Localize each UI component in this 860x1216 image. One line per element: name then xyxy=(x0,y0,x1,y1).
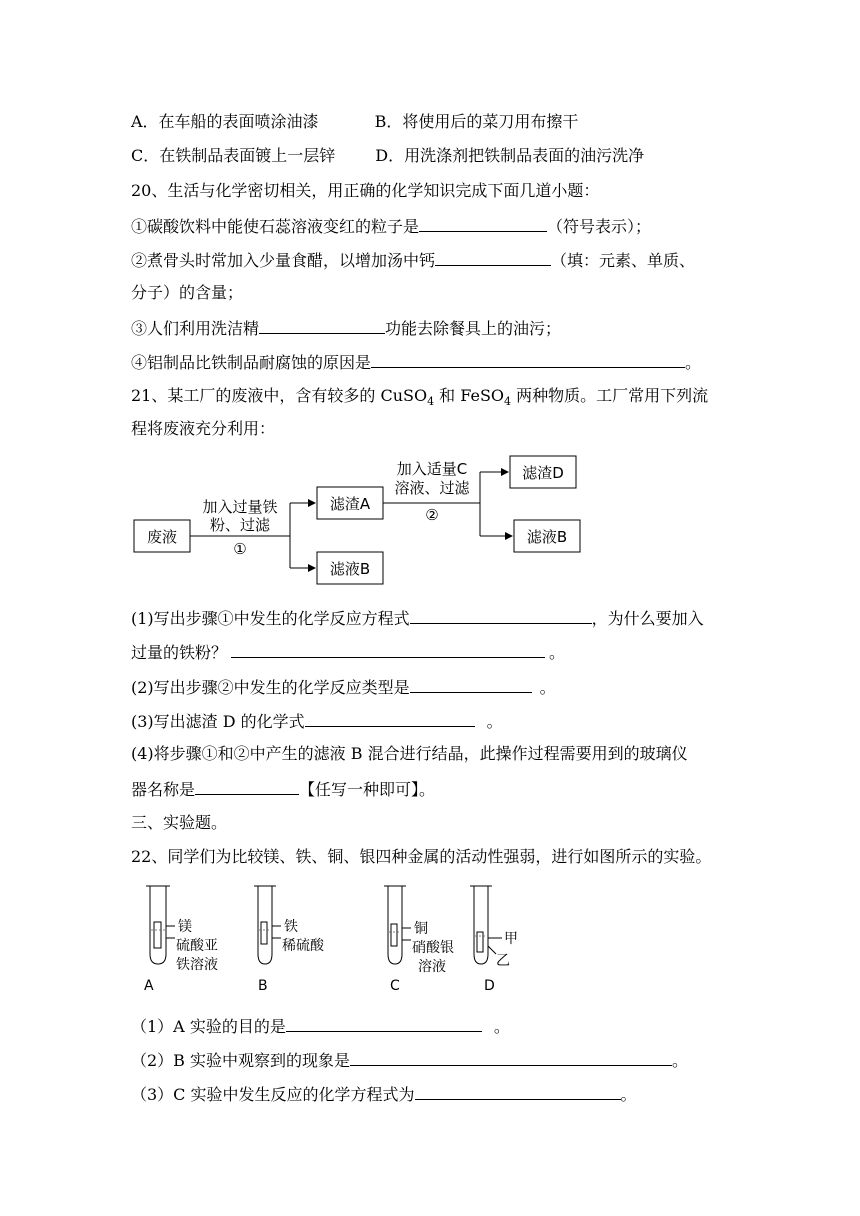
answer-blank[interactable] xyxy=(195,778,299,795)
metal-strip-a xyxy=(154,922,161,948)
answer-blank[interactable] xyxy=(371,351,685,368)
q22-part2: （2）B 实验中观察到的现象是 。 xyxy=(131,1051,689,1070)
metal-strip-b xyxy=(261,922,267,944)
option-a-line xyxy=(131,112,578,132)
answer-blank[interactable] xyxy=(305,710,475,727)
option-b: B．将使用后的菜刀用布擦干 xyxy=(374,112,579,131)
metal-strip-c xyxy=(391,924,397,946)
answer-blank[interactable] xyxy=(410,607,592,624)
answer-blank[interactable] xyxy=(410,676,532,693)
tube-b-metal: 铁 xyxy=(284,919,298,935)
option-c: C．在铁制品表面镀上一层锌 xyxy=(131,146,336,165)
test-tubes-figure xyxy=(138,880,538,998)
q20-item1: ①碳酸饮料中能使石蕊溶液变红的粒子是 （符号表示）； xyxy=(131,217,652,236)
tube-b-solution: 稀硫酸 xyxy=(282,938,324,954)
tube-a-letter: A xyxy=(144,978,154,994)
waste-label: 废液 xyxy=(146,528,178,546)
option-a: A．在车船的表面喷涂油漆 xyxy=(131,112,319,131)
tube-c-metal: 铜 xyxy=(414,921,428,937)
answer-blank[interactable] xyxy=(231,641,545,658)
metal-strip-d xyxy=(477,932,483,952)
filtrate-b-right-label: 滤液B xyxy=(526,528,568,546)
option-c-line xyxy=(131,146,644,166)
tube-a-solution-1: 硫酸亚 xyxy=(176,938,218,954)
q20-item4: ④铝制品比铁制品耐腐蚀的原因是 。 xyxy=(131,353,702,372)
q21-part1-cont: 过量的铁粉？ 。 xyxy=(131,643,566,662)
residue-d-label: 滤渣D xyxy=(522,464,564,482)
q22-stem: 22、同学们为比较镁、铁、铜、银四种金属的活动性强弱，进行如图所示的实验。 xyxy=(131,847,712,866)
answer-blank[interactable] xyxy=(350,1049,672,1066)
section-heading: 三、实验题。 xyxy=(131,813,228,832)
tube-c-solution-1: 硝酸银 xyxy=(412,940,454,956)
q20-item3: ③人们利用洗洁精 功能去除餐具上的油污； xyxy=(131,319,562,338)
step2-label-line1: 加入适量C xyxy=(396,460,468,478)
q20-stem: 20、生活与化学密切相关，用正确的化学知识完成下面几道小题： xyxy=(131,181,600,200)
q22-part3: （3）C 实验中发生反应的化学方程式为 。 xyxy=(131,1085,637,1104)
tube-a-solution-2: 铁溶液 xyxy=(176,957,218,973)
q21-part4: (4)将步骤①和②中产生的滤液 B 混合进行结晶，此操作过程需要用到的玻璃仪 xyxy=(131,744,688,763)
tube-d-label-yi: 乙 xyxy=(496,953,510,969)
q20-item2-cont: 分子）的含量； xyxy=(131,283,244,302)
answer-blank[interactable] xyxy=(259,317,385,334)
tube-c xyxy=(388,886,402,964)
answer-blank[interactable] xyxy=(419,215,547,232)
q21-stem: 21、某工厂的废液中，含有较多的 CuSO$_4$ 和 FeSO$_4$ 两种物质。工厂常用下列流 xyxy=(131,386,709,409)
tube-d-letter: D xyxy=(484,978,495,994)
answer-blank[interactable] xyxy=(435,249,551,266)
tube-a xyxy=(150,886,166,964)
step1-marker: ① xyxy=(233,540,247,558)
q21-part4-cont: 器名称是 【任写一种即可】。 xyxy=(131,780,436,799)
step2-label-line2: 溶液、过滤 xyxy=(394,479,470,497)
q21-part3: (3)写出滤渣 D 的化学式 。 xyxy=(131,712,503,731)
tube-a-metal: 镁 xyxy=(178,919,192,935)
answer-blank[interactable] xyxy=(415,1083,621,1100)
q21-part2: (2)写出步骤②中发生的化学反应类型是 。 xyxy=(131,678,556,697)
q20-item2: ②煮骨头时常加入少量食醋，以增加汤中钙 （填：元素、单质、 xyxy=(131,251,696,270)
answer-blank[interactable] xyxy=(286,1015,482,1032)
q22-part1: （1）A 实验的目的是 。 xyxy=(131,1017,510,1036)
tube-b-letter: B xyxy=(258,978,268,994)
tube-d-label-jia: 甲 xyxy=(504,931,518,947)
option-d: D．用洗涤剂把铁制品表面的油污洗净 xyxy=(375,146,645,165)
step1-label-line1: 加入过量铁 xyxy=(202,498,278,516)
q21-stem-cont: 程将废液充分利用： xyxy=(131,419,276,438)
q21-part1: (1)写出步骤①中发生的化学反应方程式 ，为什么要加入 xyxy=(131,609,704,628)
step1-label-line2: 粉、过滤 xyxy=(209,516,271,534)
tube-b xyxy=(258,886,272,964)
residue-a-label: 滤渣A xyxy=(329,495,371,513)
filtrate-b-label: 滤液B xyxy=(329,560,371,578)
step2-marker: ② xyxy=(425,506,439,524)
tube-c-letter: C xyxy=(390,978,400,994)
tube-c-solution-2: 溶液 xyxy=(418,959,446,975)
process-flowchart xyxy=(128,450,588,590)
